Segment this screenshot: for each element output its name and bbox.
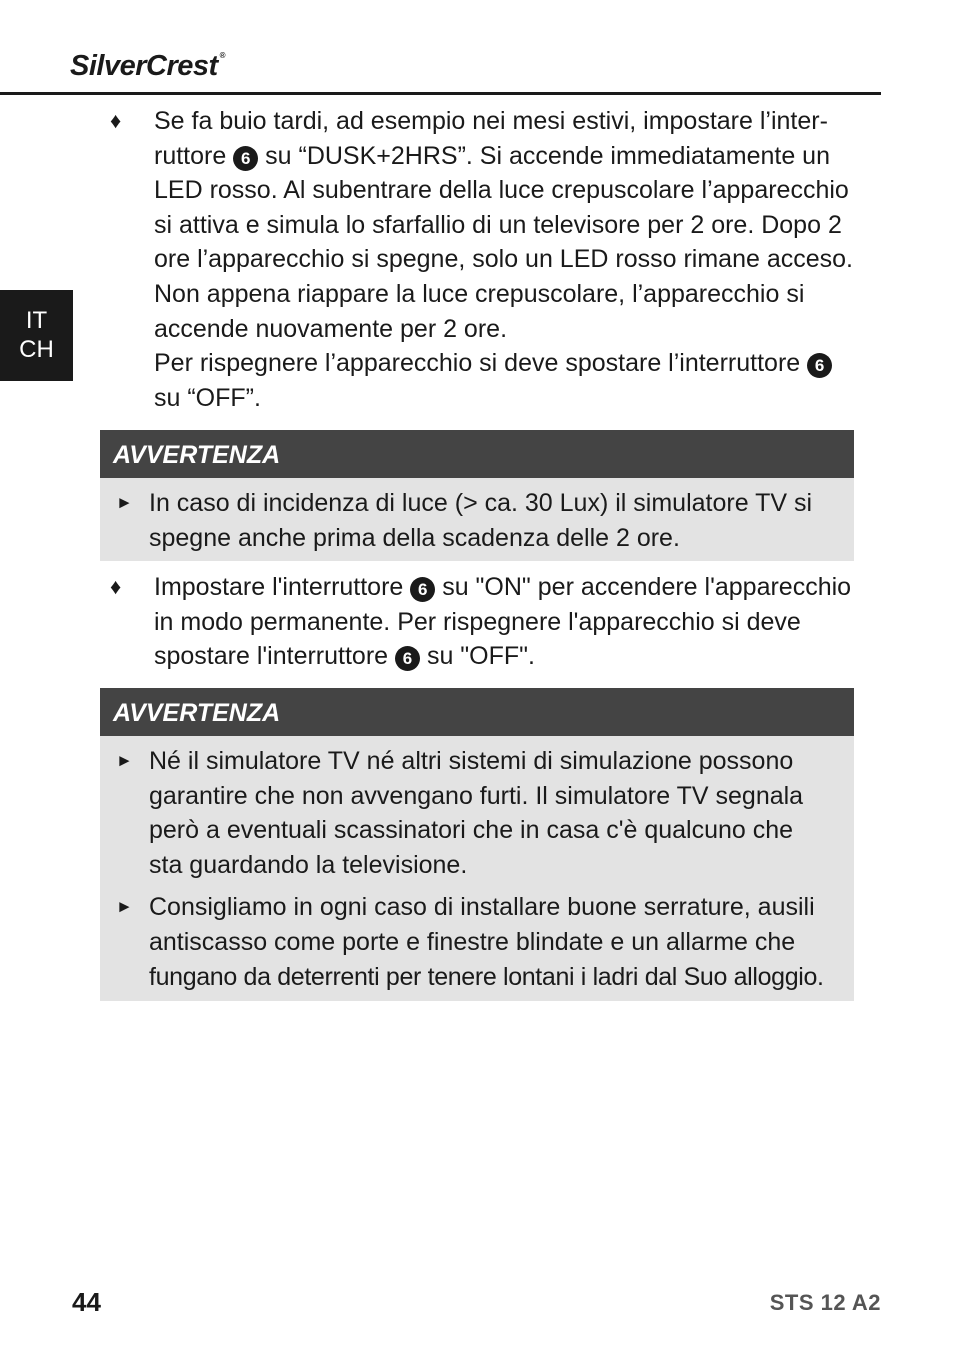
model-number: STS 12 A2 <box>769 1290 881 1315</box>
page-number: 44 <box>72 1287 101 1317</box>
instruction-paragraph-2: ♦ Impostare l'interruttore 6 su "ON" per accendere l'apparecchio in modo permanente. Per rispegnere l'apparecchio si deve spostare l'interruttore 6 su "OFF". <box>110 570 855 674</box>
arrow-bullet-icon: ► <box>116 751 133 770</box>
diamond-bullet-icon: ♦ <box>110 574 122 599</box>
switch-6-icon: 6 <box>807 353 832 378</box>
arrow-bullet-icon: ► <box>116 897 133 917</box>
warning-item: ► Né il simulatore TV né altri sistemi di simulazione possono garantire che non avvengano furti. Il simulatore TV segnala però a eventuali scassinatori che in casa c'è qualcuno che sta guardando la televisione. <box>100 744 854 882</box>
language-ch: CH <box>19 336 54 363</box>
language-it: IT <box>25 307 48 334</box>
diamond-bullet-icon: ♦ <box>110 108 122 133</box>
switch-6-icon: 6 <box>410 577 435 602</box>
header-rule <box>0 92 881 95</box>
arrow-bullet-icon: ► <box>116 493 133 512</box>
brand-logo: SilverCrest ® <box>70 50 226 82</box>
warning-title: AVVERTENZA <box>100 688 854 736</box>
warning-box-1 <box>100 430 854 561</box>
switch-6-icon: 6 <box>395 646 420 671</box>
instruction-paragraph-1: ♦ Se fa buio tardi, ad esempio nei mesi estivi, impostare l’inter- ruttore 6 su “DUSK+2HRS”. Si accende immediatamente un LED rosso. Al subentrare della luce crepuscolare l’apparecchio si attiva e simula lo sfarfallio di un televisore per 2 ore. Dopo 2 ore l’apparecchio si spegne, solo un LED rosso rimane acceso. Non appena riappare la luce crepuscolare, l’apparecchio si accende nuovamente per 2 ore. Per rispegnere l’apparecchio si deve spostare l’interruttore 6 su “OFF”. <box>110 104 855 415</box>
language-tab <box>0 290 73 381</box>
warning-box-2 <box>100 688 854 1001</box>
warning-item: ► In caso di incidenza di luce (> ca. 30 Lux) il simulatore TV si spegne anche prima della scadenza delle 2 ore. <box>100 486 854 555</box>
warning-title: AVVERTENZA <box>100 430 854 478</box>
warning-item: ► Consigliamo in ogni caso di installare buone serrature, ausili antiscasso come porte e finestre blindate e un allarme che fungano da deterrenti per tenere lontani i ladri dal Suo alloggio. <box>100 890 854 994</box>
switch-6-icon: 6 <box>233 146 258 171</box>
